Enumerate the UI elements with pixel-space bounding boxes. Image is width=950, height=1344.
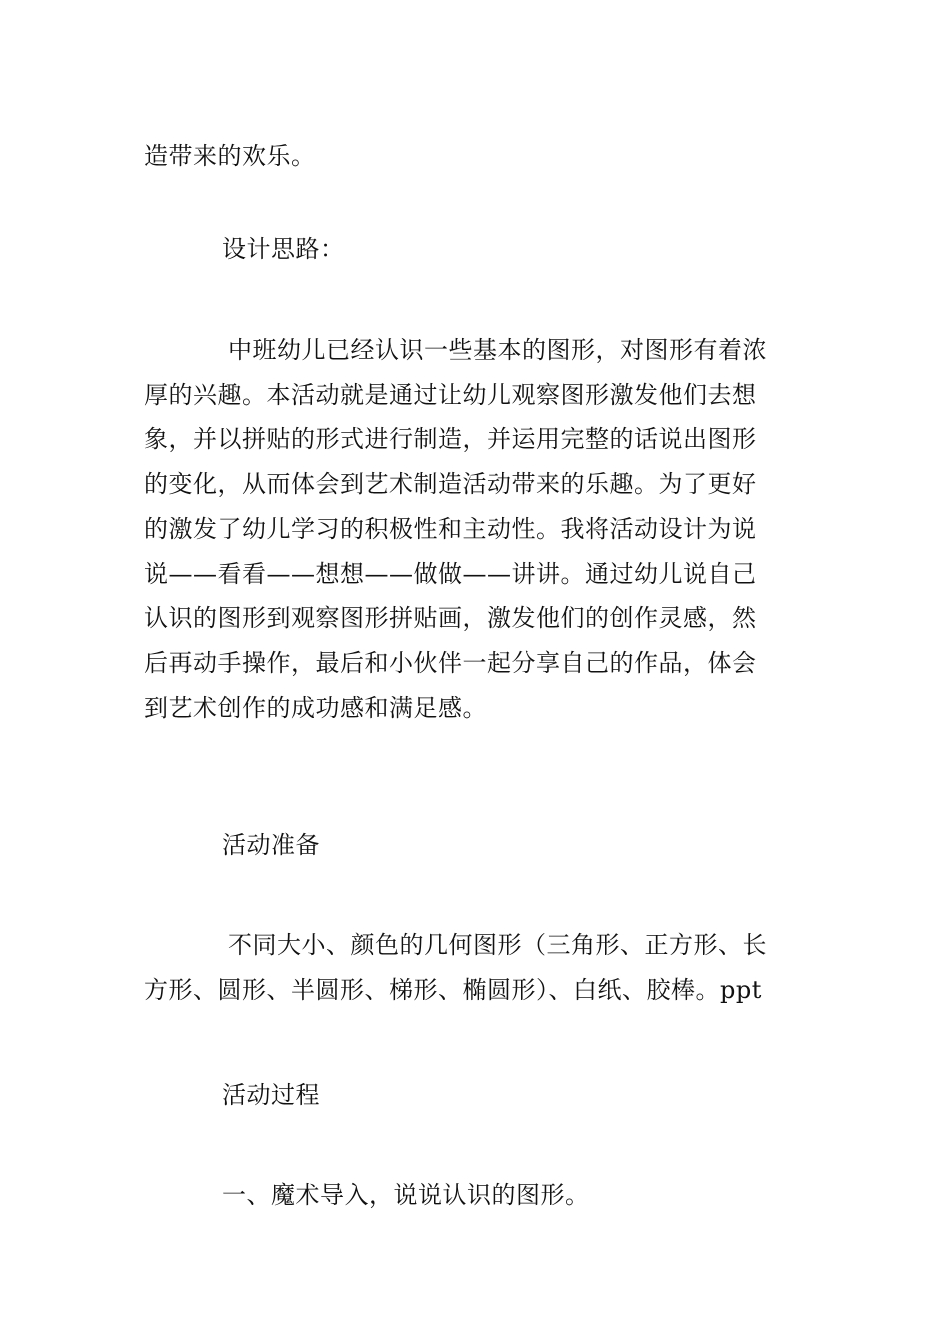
- paragraph-line: 中班幼儿已经认识一些基本的图形，对图形有着浓: [228, 336, 767, 364]
- design-paragraph: [144, 328, 806, 730]
- paragraph-line: 方形、圆形、半圆形、梯形、椭圆形）、白纸、胶棒。ppt: [144, 975, 762, 1004]
- paragraph-line: 的变化，从而体会到艺术制造活动带来的乐趣。为了更好: [144, 470, 757, 499]
- paragraph-line: 认识的图形到观察图形拼贴画，激发他们的创作灵感，然: [144, 604, 757, 633]
- paragraph-line: 的激发了幼儿学习的积极性和主动性。我将活动设计为说: [144, 514, 757, 543]
- paragraph-line: 说——看看——想想——做做——讲讲。通过幼儿说自己: [144, 559, 757, 588]
- step-one: 一、魔术导入，说说认识的图形。: [222, 1181, 590, 1209]
- paragraph-line: 不同大小、颜色的几何图形（三角形、正方形、长: [228, 931, 767, 959]
- heading-activity-prep: 活动准备: [222, 831, 320, 859]
- heading-design-ideas: 设计思路：: [222, 235, 345, 263]
- paragraph-line: 象，并以拼贴的形式进行制造，并运用完整的话说出图形: [144, 425, 757, 454]
- heading-activity-process: 活动过程: [222, 1081, 320, 1109]
- paragraph-line: 后再动手操作，最后和小伙伴一起分享自己的作品，体会: [144, 648, 757, 677]
- prep-paragraph: [144, 923, 806, 1012]
- paragraph-line: 厚的兴趣。本活动就是通过让幼儿观察图形激发他们去想: [144, 380, 757, 409]
- paragraph-line: 到艺术创作的成功感和满足感。: [144, 693, 487, 722]
- continuation-text: 造带来的欢乐。: [144, 142, 316, 170]
